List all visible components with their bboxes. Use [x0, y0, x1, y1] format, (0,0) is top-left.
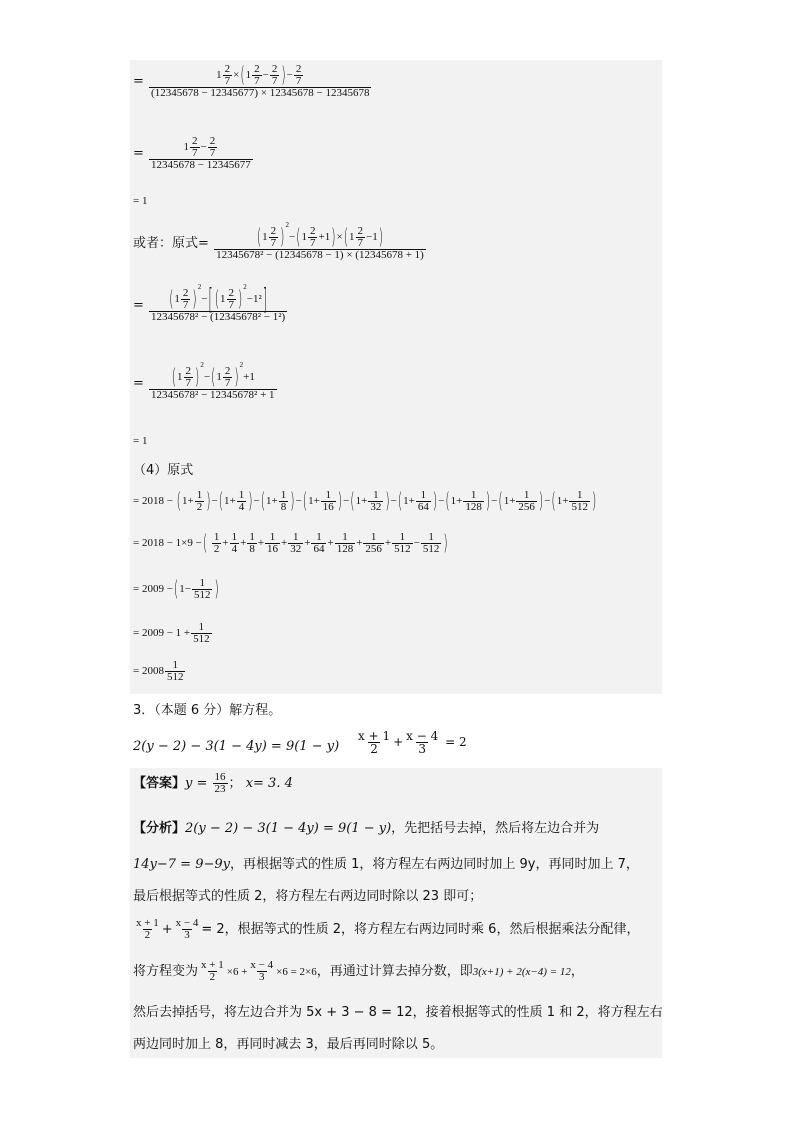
analysis-line3: 最后根据等式的性质 2，将方程左右两边同时除以 23 即可； — [133, 889, 483, 904]
part4-term: −(1+ $\frac{1}{4}$ ) — [211, 489, 253, 514]
step2: = 1 $\frac{2}{7}$ − $\frac{2}{7}$ 12345678 − 12345677 — [133, 135, 251, 171]
part4-term: −(1+ $\frac{1}{128}$ ) — [438, 489, 491, 514]
part4-line4: = 2009 − 1 + $\frac{1}{512}$ — [133, 621, 210, 645]
answer-line: 【答案】y = $\frac{16}{23}$ ； x= 3. 4 — [133, 771, 293, 795]
step1-denominator: (12345678 − 12345677) × 12345678 − 12345678 — [151, 87, 370, 99]
step1: = 1 $\frac{2}{7}$ ×( 1 $\frac{2}{7}$ − $\frac{2}{7}$ )− $\frac{2}{7}$ (12345678 − 12345677) × 12345678 − 12345678 — [133, 63, 370, 99]
part4-fraction: + $\frac{1}{8}$ — [240, 531, 255, 555]
part4-fraction: − $\frac{1}{512}$ — [413, 531, 440, 555]
part4-fraction: $\frac{1}{2}$ — [213, 531, 220, 555]
close-paren: ) — [443, 531, 448, 556]
part4-line2: = 2018 − 1×9 −( $\frac{1}{2}$ + $\frac{1}{4}$ + $\frac{1}{8}$ + $\frac{1}{16}$ + $\frac{1}{32}$ + $\frac{1}{64}$ + $\frac{1}{128}$ + $\frac{1}{256}$ + $\frac{1}{512}$ − $\frac{1}{512}$ ) — [133, 531, 448, 556]
part4-term: −(1+ $\frac{1}{256}$ ) — [491, 489, 544, 514]
part4-term: −(1+ $\frac{1}{64}$ ) — [390, 489, 438, 514]
result-one-2: = 1 — [133, 435, 148, 447]
question3-title: 3．（本题 6 分）解方程。 — [133, 703, 282, 718]
part4-line5: = 2008 $\frac{1}{512}$ — [133, 659, 184, 683]
part4-term: −(1+ $\frac{1}{512}$ ) — [544, 489, 597, 514]
question3-equation1: 2(y − 2) − 3(1 − 4y) = 9(1 − y) — [133, 739, 340, 754]
part4-fraction: + $\frac{1}{4}$ — [222, 531, 238, 555]
analysis-line6: 然后去掉括号，将左边合并为 5x + 3 − 8 = 12，接着根据等式的性质 1 和 2，将方程左右 — [133, 1005, 663, 1020]
result-one: = 1 — [133, 195, 148, 207]
question3-equation2: $\frac{x + 1}{2}$ + $\frac{x - 4}{3}$ = 2 — [358, 729, 467, 756]
part4-fraction: + $\frac{1}{256}$ — [356, 531, 382, 555]
analysis-line2: 14y−7 = 9−9y，再根据等式的性质 1，将方程左右两边同时加上 9y，再同时加上 7， — [133, 857, 639, 872]
mixed-number: 1 $\frac{2}{7}$ — [216, 63, 231, 87]
part4-fraction: + $\frac{1}{64}$ — [304, 531, 325, 555]
analysis-line7: 两边同时加上 8，再同时减去 3，最后再同时除以 5。 — [133, 1037, 444, 1052]
alt-step1: 或者：原式= ( 1 $\frac{2}{7}$ )$^2$−( 1 $\frac{2}{7}$ +1)×( 1 $\frac{2}{7}$ −1) 12345678² − (12345678 − 1) × (12345678 + 1) — [133, 221, 424, 261]
part4-line1: = 2018 − (1+ $\frac{1}{2}$ )−(1+ $\frac{1}{4}$ )−(1+ $\frac{1}{8}$ )−(1+ $\frac{1}{16}$ )−(1+ $\frac{1}{32}$ )−(1+ $\frac{1}{64}$ )−(1+ $\frac{1}{128}$ )−(1+ $\frac{1}{256}$ )−(1+ $\frac{1}{512}$ ) — [133, 489, 597, 514]
part4-fraction: + $\frac{1}{128}$ — [327, 531, 354, 555]
alt-step2: = ( 1 $\frac{2}{7}$ )$^2$−[ ( 1 $\frac{2}{7}$ )$^2$−1²] 12345678² − (12345678² − 1²) — [133, 282, 286, 323]
part4-fraction: + $\frac{1}{512}$ — [384, 531, 411, 555]
part4-heading: （4）原式 — [133, 463, 194, 478]
part4-line3: = 2009 −(1− $\frac{1}{512}$ ) — [133, 577, 219, 602]
alt-step3: = ( 1 $\frac{2}{7}$ )$^2$−( 1 $\frac{2}{7}$ )$^2$+1 12345678² − 12345678² + 1 — [133, 361, 275, 401]
analysis-line5: 将方程变为 $\frac{x + 1}{2}$ ×6 + $\frac{x - 4}{3}$ ×6 = 2×6，再通过计算去掉分数，即3(x+1) + 2(x−4) = 12， — [133, 959, 584, 983]
part4-term: −(1+ $\frac{1}{8}$ ) — [253, 489, 295, 514]
part4-fraction: + $\frac{1}{16}$ — [257, 531, 279, 555]
analysis-line1: 【分析】2(y − 2) − 3(1 − 4y) = 9(1 − y)，先把括号去掉，然后将左边合并为 — [133, 821, 600, 836]
part4-term: −(1+ $\frac{1}{32}$ ) — [343, 489, 390, 514]
part4-fraction: + $\frac{1}{32}$ — [281, 531, 302, 555]
part4-term: (1+ $\frac{1}{2}$ ) — [176, 489, 211, 514]
part4-term: −(1+ $\frac{1}{16}$ ) — [295, 489, 343, 514]
analysis-line4: $\frac{x + 1}{2}$ + $\frac{x - 4}{3}$ = 2，根据等式的性质 2，将方程左右两边同时乘 6，然后根据乘法分配律， — [136, 917, 640, 941]
